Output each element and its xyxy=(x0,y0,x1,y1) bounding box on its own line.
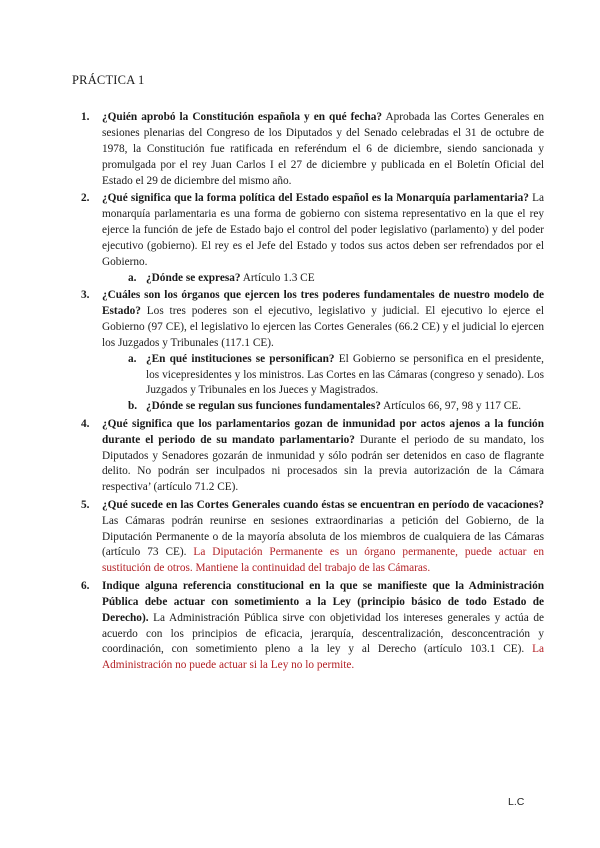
answer-text: La monarquía parlamentaria es una forma de gobierno con sistema representativo en la que el rey ejerce la función de jefe de Estado bajo el control del poder legislativo (parlamento) y del poder ejecutivo (gobierno). El rey es el Jefe del Estado y todos sus actos deben ser refrendados por el Gobierno. xyxy=(102,192,545,268)
question-item-5 xyxy=(81,498,544,578)
sub-answer-text: El Gobierno se personifica en el presidente, los vicepresidentes y los ministros. Las Cortes en las Cámaras (congreso y senado). Los Juzgados y Tribunales en los Jueces y Magistrados. xyxy=(146,352,544,397)
sub-question-text: ¿En qué instituciones se personifican? xyxy=(146,352,335,365)
sub-answer-text: Artículo 1.3 CE xyxy=(240,271,315,284)
sub-question-letter: a. xyxy=(128,271,137,284)
question-number: 3. xyxy=(81,288,90,301)
sub-answer-text: Artículos 66, 97, 98 y 117 CE. xyxy=(380,400,522,413)
sub-question-letter: b. xyxy=(128,400,138,413)
question-text: ¿Qué significa que los parlamentarios gozan de inmunidad por actos ajenos a la función durante el periodo de su mandato parlamentario? xyxy=(102,417,544,446)
sub-question-item xyxy=(128,399,544,415)
answer-text: La Administración Pública sirve con objetividad los intereses generales y actúa de acuerdo con los principios de eficacia, jerarquía, descentralización, desconcentración y coordinación, con sometimiento pleno a la ley y al Derecho (artículo 103.1 CE). xyxy=(102,611,544,656)
question-text: ¿Cuáles son los órganos que ejercen los tres poderes fundamentales de nuestro modelo de Estado? xyxy=(102,288,544,317)
sub-question-list xyxy=(102,271,544,287)
answer-text: Las Cámaras podrán reunirse en sesiones extraordinarias a petición del Gobierno, de la Diputación Permanente o de la mayoría absoluta de los miembros de cualquiera de las Cámaras (artículo 73 CE). xyxy=(102,514,544,559)
question-number: 4. xyxy=(81,417,90,430)
answer-text: Aprobada las Cortes Generales en sesiones plenarias del Congreso de los Diputados y del Senado celebradas el 31 de octubre de 1978, la Constitución fue ratificada en referéndum el 6 de diciembre, siendo sancionada y promulgada por el rey Juan Carlos I el 27 de diciembre y publicada en el Boletín Oficial del Estado el 29 de diciembre del mismo año. xyxy=(102,111,545,187)
question-list xyxy=(81,110,545,676)
question-item-2 xyxy=(81,191,545,286)
question-item-1 xyxy=(81,110,545,190)
question-number: 2. xyxy=(81,192,90,205)
question-number: 1. xyxy=(81,111,90,123)
answer-text: Durante el periodo de su mandato, los Diputados y Senadores gozarán de inmunidad y sólo podrán ser detenidos en caso de flagrante delito. No podrán ser inculpados ni procesados sin la previa autorización de la Cámara respectiva’ (artículo 71.2 CE). xyxy=(102,433,544,494)
highlighted-note: La Administración no puede actuar si la Ley no lo permite. xyxy=(102,643,544,672)
sub-question-text: ¿Dónde se expresa? xyxy=(146,271,241,284)
page-title: PRÁCTICA 1 xyxy=(72,73,145,87)
sub-question-list xyxy=(102,352,544,416)
question-item-6 xyxy=(81,579,544,674)
question-number: 5. xyxy=(81,498,90,511)
question-text: Indique alguna referencia constitucional en la que se manifieste que la Administración Pública debe actuar con sometimiento a la Ley (principio básico de todo Estado de Derecho). xyxy=(102,579,544,624)
sub-question-letter: a. xyxy=(128,352,137,365)
question-text: ¿Qué sucede en las Cortes Generales cuando éstas se encuentran en período de vacaciones? xyxy=(102,498,544,511)
question-item-3 xyxy=(81,288,544,415)
sub-question-item xyxy=(128,352,544,400)
answer-text: Los tres poderes son el ejecutivo, legislativo y judicial. El ejecutivo lo ejerce el Gobierno (97 CE), el legislativo lo ejercen las Cortes Generales (66.2 CE) y el judicial lo ejercen los Juzgados y Tribunales (117.1 CE). xyxy=(102,304,544,349)
question-text: ¿Quién aprobó la Constitución española y en qué fecha? xyxy=(102,111,383,123)
highlighted-note: La Diputación Permanente es un órgano permanente, puede actuar en sustitución de otros. Mantiene la continuidad del trabajo de las Cámaras. xyxy=(102,546,544,575)
question-number: 6. xyxy=(81,579,90,592)
sub-question-item xyxy=(128,271,544,287)
question-text: ¿Qué significa que la forma política del Estado español es la Monarquía parlamentaria? xyxy=(102,192,529,205)
sub-question-text: ¿Dónde se regulan sus funciones fundamentales? xyxy=(146,400,381,413)
footer-initials: L.C xyxy=(508,796,525,808)
question-item-4 xyxy=(81,417,544,497)
